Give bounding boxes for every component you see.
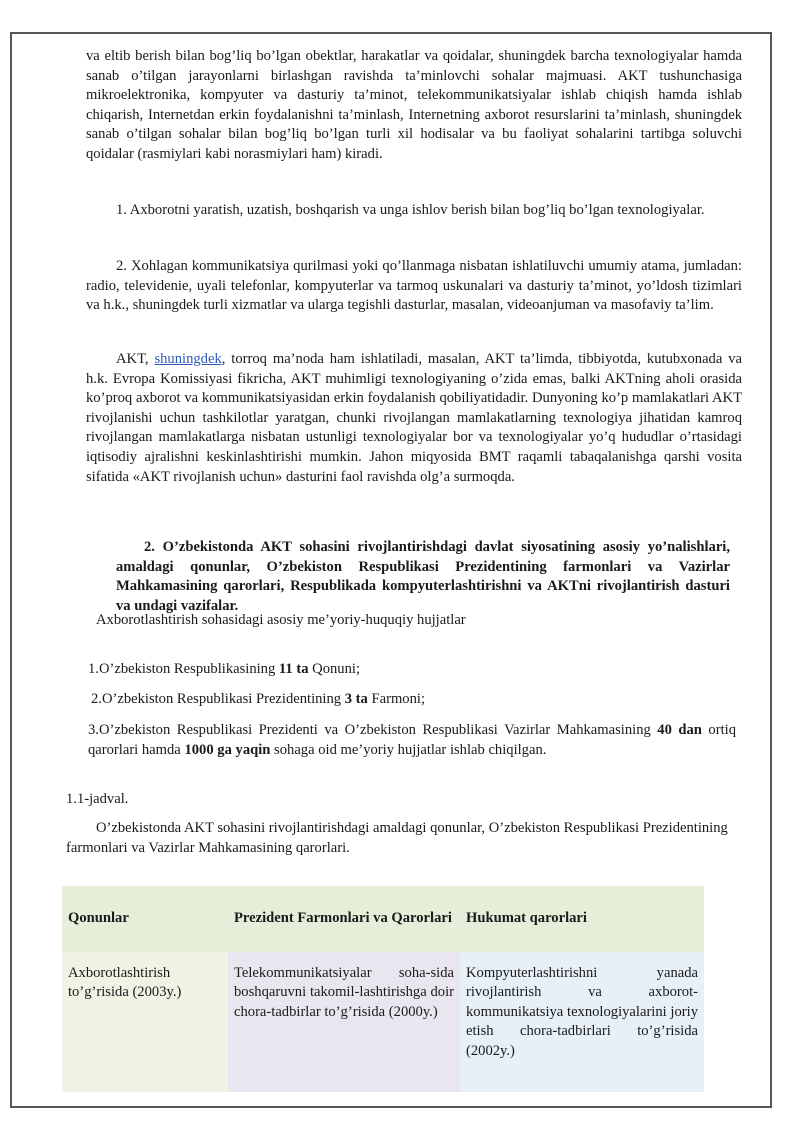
definition-item-1: 1. Axborotni yaratish, uzatish, boshqarish va unga ishlov berish bilan bog’liq bo’lgan texnologiyalar. — [116, 202, 705, 218]
list-item-1-suffix: Qonuni; — [308, 661, 360, 677]
header-laws: Qonunlar — [62, 886, 228, 952]
list-item-2 — [91, 690, 741, 710]
list-item-3-count-2: 1000 ga yaqin — [184, 741, 271, 758]
table-header-row — [62, 886, 704, 952]
list-item-3-middle: ortiq qarorlari hamda — [88, 722, 736, 758]
list-item-3-text: 3.O’zbekiston Respublikasi Prezidenti va O’zbekiston Respublikasi Vazirlar Mahkamasining — [88, 722, 658, 738]
section-heading-2: 2. O’zbekistonda AKT sohasini rivojlantirishdagi davlat siyosatining asosiy yo’nalishlari, amaldagi qonunlar, O’zbekiston Respublikasi Prezidentining farmonlari va Vazirlar Mahkamasining qarorlari, Respublikada kompyuterlashtirishni va AKTni rivojlantirish dasturi va undagi vazifalar. — [116, 539, 730, 614]
akt-text-after: , torroq ma’noda ham ishlatiladi, masalan, AKT ta’limda, tibbiyotda, kutubxonada va h.k. Evropa Komissiyasi fikricha, AKT muhimligi texnologiyaning o’zida emas, balki AKTning aholi orasida ko’proq axborot va kommunikatsiyasidan erkin foydalanish qobiliyatidadir. Dunyoning ko’p mamlakatlari AKT rivojlanishi uchun tashkilotlar yaratgan, chunki rivojlangan mamlakatlarning texnologiya jihatidan kamroq rivojlangan mamlakatlarga nisbatan ustunligi texnologiyalar bor va texnologiyalar yo’q hududlar o’rtasidagi iqtisodiy ajralishni keskinlashtirishi mumkin. Jahon miqyosida BMT raqamli tabaqalanishga qarshi vosita sifatida «AKT rivojlanish uchun» dasturini faol ravishda olg’a surmoqda. — [86, 351, 742, 485]
shuningdek-link[interactable]: shuningdek — [154, 351, 222, 367]
list-item-2-text: 2.O’zbekiston Respublikasi Prezidentining — [91, 691, 345, 707]
table-caption: O’zbekistonda AKT sohasini rivojlantirishdagi amaldagi qonunlar, O’zbekiston Respublikasi Prezidentining farmonlari va Vazirlar Mahkamasining qarorlari. — [66, 820, 728, 856]
definition-item-2: 2. Xohlagan kommunikatsiya qurilmasi yoki qo’llanmaga nisbatan ishlatiluvchi umumiy atama, jumladan: radio, televidenie, uyali telefonlar, kompyuterlar va tarmoq uskunalari va dasturiy ta’minot, yo’ldosh tizimlari va h.k., shuningdek turli xizmatlar va ularga tegishli dasturlar, masalan, videoanjuman va masofaviy ta’lim. — [86, 258, 742, 314]
list-item-3-count: 40 dan — [657, 722, 702, 738]
table-number: 1.1-jadval. — [66, 791, 129, 807]
list-item-2-count: 3 ta — [344, 691, 368, 707]
list-item-2-suffix: Farmoni; — [367, 691, 426, 707]
list-item-1-text: 1.O’zbekiston Respublikasining — [88, 661, 279, 677]
header-government-decisions: Hukumat qarorlari — [460, 886, 704, 952]
list-item-1-count: 11 ta — [278, 661, 309, 677]
akt-paragraph — [86, 350, 742, 487]
subheading: Axborotlashtirish sohasidagi asosiy me’yoriy-huquqiy hujjatlar — [96, 612, 466, 628]
legal-acts-table — [62, 886, 704, 1092]
list-item-1 — [88, 660, 738, 680]
akt-text-before: AKT, — [116, 351, 155, 367]
list-item-3-suffix: sohaga oid me’yoriy hujjatlar ishlab chiqilgan. — [270, 741, 547, 758]
header-president-decrees: Prezident Farmonlari va Qarorlari — [228, 886, 460, 952]
cell-law: Axborotlashtirish to’g’risida (2003y.) — [62, 952, 228, 1092]
intro-paragraph: va eltib berish bilan bog’liq bo’lgan obektlar, harakatlar va qoidalar, shuningdek barcha texnologiyalar hamda sanab o’tilgan jarayonlarni birlashgan ravishda ta’minlovchi sohalar majmuasi. AKT tushunchasiga mikroelektronika, kompyuter va dasturiy ta’minot, telekommunikatsiyalar ishlab chiqish hamda ishlab chiqarish, Internetdan erkin foydalanishni ta’minlash, Internetning axborot resurslarini ta’minlash, shuningdek sanab o’tilgan sohalar bilan bog’liq bo’lgan turli xil hodisalar va bu faoliyat sohalarini tartibga soluvchi qoidalar (rasmiylari kabi norasmiylari ham) kiradi. — [86, 48, 742, 162]
cell-decision: Kompyuterlashtirishni yanada rivojlantirish va axborot-kommunikatsiya texnologiyalarini joriy etish chora-tadbirlari to’g’risida (2002y.) — [460, 952, 704, 1092]
list-item-3 — [88, 721, 736, 760]
cell-decree: Telekommunikatsiyalar soha-sida boshqaruvni takomil-lashtirishga doir chora-tadbirlar to’g’risida (2000y.) — [228, 952, 460, 1092]
table-row — [62, 952, 704, 1092]
